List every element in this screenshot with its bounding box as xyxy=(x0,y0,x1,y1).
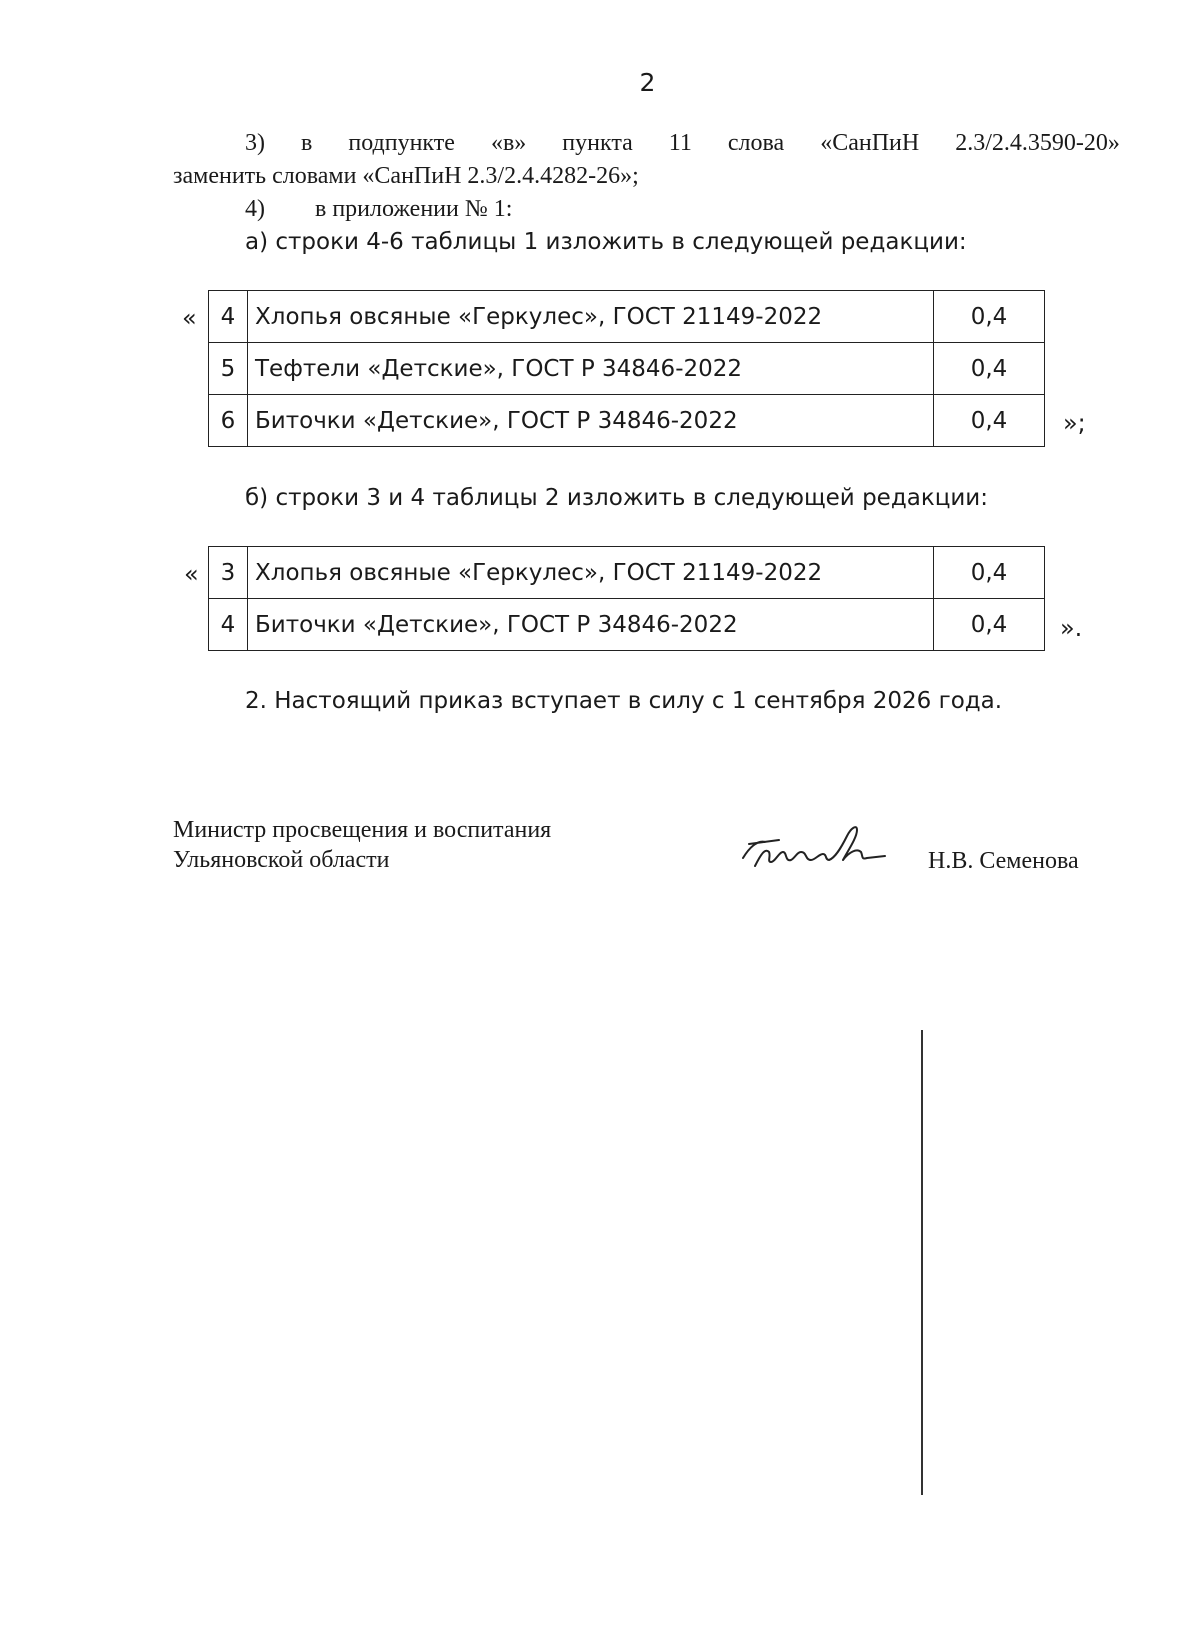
item-4-number: 4) xyxy=(245,196,265,222)
page-number: 2 xyxy=(639,68,656,97)
table-row xyxy=(209,599,1045,651)
item-3-word: 11 xyxy=(668,130,692,156)
product-name: Хлопья овсяные «Геркулес», ГОСТ 21149-2022 xyxy=(248,291,934,343)
margin-line xyxy=(921,1030,923,1495)
item-3-word: 3) xyxy=(245,130,265,156)
row-number: 4 xyxy=(209,291,248,343)
row-number: 5 xyxy=(209,343,248,395)
item-3-word: слова xyxy=(727,130,785,156)
row-value: 0,4 xyxy=(934,599,1045,651)
table-row xyxy=(209,395,1045,447)
row-value: 0,4 xyxy=(934,291,1045,343)
table-row xyxy=(209,547,1045,599)
signatory-title xyxy=(173,815,551,875)
row-number: 3 xyxy=(209,547,248,599)
table-1-close-quote: »; xyxy=(1063,409,1086,437)
item-4-text: в приложении № 1: xyxy=(315,196,513,222)
row-value: 0,4 xyxy=(934,547,1045,599)
item-3-word: «СанПиН xyxy=(820,130,920,156)
item-3-word: «в» xyxy=(490,130,527,156)
subitem-a: а) строки 4-6 таблицы 1 изложить в следующей редакции: xyxy=(245,229,967,255)
row-number: 6 xyxy=(209,395,248,447)
item-3-line xyxy=(245,130,1120,157)
handwritten-signature xyxy=(735,818,895,878)
item-3-continuation: заменить словами «СанПиН 2.3/2.4.4282-26»; xyxy=(173,163,639,189)
row-number: 4 xyxy=(209,599,248,651)
product-name: Биточки «Детские», ГОСТ Р 34846-2022 xyxy=(248,395,934,447)
row-value: 0,4 xyxy=(934,395,1045,447)
item-3-word: в xyxy=(301,130,313,156)
signatory-title-line-1: Министр просвещения и воспитания xyxy=(173,817,552,843)
item-3-word: 2.3/2.4.3590-20» xyxy=(955,130,1120,156)
product-name: Хлопья овсяные «Геркулес», ГОСТ 21149-2022 xyxy=(248,547,934,599)
table-1 xyxy=(208,290,1045,447)
signatory-name: Н.В. Семенова xyxy=(928,848,1079,874)
table-row xyxy=(209,291,1045,343)
item-3-word: подпункте xyxy=(348,130,455,156)
table-2-close-quote: ». xyxy=(1060,614,1083,642)
row-value: 0,4 xyxy=(934,343,1045,395)
product-name: Биточки «Детские», ГОСТ Р 34846-2022 xyxy=(248,599,934,651)
table-row xyxy=(209,343,1045,395)
item-3-word: пункта xyxy=(562,130,633,156)
point-2: 2. Настоящий приказ вступает в силу с 1 сентября 2026 года. xyxy=(245,688,1003,714)
product-name: Тефтели «Детские», ГОСТ Р 34846-2022 xyxy=(248,343,934,395)
signatory-title-line-2: Ульяновской области xyxy=(173,847,390,873)
table-1-open-quote: « xyxy=(182,304,197,332)
subitem-b: б) строки 3 и 4 таблицы 2 изложить в следующей редакции: xyxy=(245,485,989,511)
table-2-open-quote: « xyxy=(184,560,199,588)
table-2 xyxy=(208,546,1045,651)
